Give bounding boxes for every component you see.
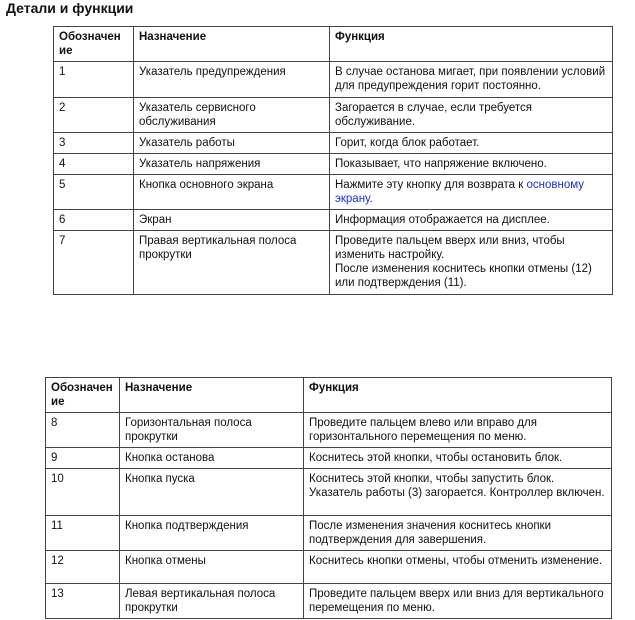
function-text: Нажмите эту кнопку для возврата к — [335, 179, 527, 191]
cell-function: В случае останова мигает, при появлении условий для предупреждения горит постоянно. — [330, 62, 613, 98]
table-row — [54, 231, 613, 295]
cell-designation: 1 — [54, 62, 134, 98]
table-row — [46, 584, 612, 619]
cell-designation: 8 — [46, 413, 120, 448]
cell-function: Информация отображается на дисплее. — [330, 210, 613, 231]
cell-designation: 6 — [54, 210, 134, 231]
cell-purpose: Указатель напряжения — [134, 154, 330, 175]
cell-function: Коснитесь этой кнопки, чтобы запустить блок. Указатель работы (3) загорается. Контроллер включен. — [304, 469, 612, 516]
table-row — [46, 413, 612, 448]
cell-function — [330, 175, 613, 210]
header-function: Функция — [330, 27, 613, 62]
cell-purpose: Правая вертикальная полоса прокрутки — [134, 231, 330, 295]
cell-designation: 13 — [46, 584, 120, 619]
cell-designation: 2 — [54, 98, 134, 133]
cell-purpose: Кнопка подтверждения — [120, 516, 304, 551]
header-purpose: Назначение — [120, 378, 304, 413]
cell-purpose: Указатель сервисного обслуживания — [134, 98, 330, 133]
cell-designation: 9 — [46, 448, 120, 469]
table-row — [54, 62, 613, 98]
cell-function: После изменения значения коснитесь кнопки подтверждения для завершения. — [304, 516, 612, 551]
table-row — [46, 469, 612, 516]
cell-purpose: Кнопка останова — [120, 448, 304, 469]
cell-purpose: Левая вертикальная полоса прокрутки — [120, 584, 304, 619]
cell-designation: 12 — [46, 551, 120, 584]
table-row — [54, 133, 613, 154]
header-designation: Обозначен ие — [46, 378, 120, 413]
function-text-end: . — [369, 193, 373, 205]
cell-function: Горит, когда блок работает. — [330, 133, 613, 154]
header-function: Функция — [304, 378, 612, 413]
cell-function — [330, 231, 613, 295]
parts-table-2 — [45, 377, 612, 619]
table-row — [46, 516, 612, 551]
function-line: После изменения коснитесь кнопки отмены (12) или подтверждения (11). — [335, 263, 592, 289]
cell-purpose: Экран — [134, 210, 330, 231]
table-header-row — [46, 378, 612, 413]
table-row — [46, 448, 612, 469]
cell-designation: 10 — [46, 469, 120, 516]
cell-purpose: Указатель работы — [134, 133, 330, 154]
header-designation: Обозначен ие — [54, 27, 134, 62]
cell-purpose: Кнопка основного экрана — [134, 175, 330, 210]
table-row — [54, 98, 613, 133]
cell-function: Коснитесь кнопки отмены, чтобы отменить изменение. — [304, 551, 612, 584]
table-header-row — [54, 27, 613, 62]
table-row — [46, 551, 612, 584]
cell-designation: 5 — [54, 175, 134, 210]
header-purpose: Назначение — [134, 27, 330, 62]
cell-function: Показывает, что напряжение включено. — [330, 154, 613, 175]
table-row — [54, 154, 613, 175]
cell-function: Коснитесь этой кнопки, чтобы остановить блок. — [304, 448, 612, 469]
cell-designation: 4 — [54, 154, 134, 175]
cell-designation: 7 — [54, 231, 134, 295]
cell-function: Проведите пальцем влево или вправо для горизонтального перемещения по меню. — [304, 413, 612, 448]
cell-function: Проведите пальцем вверх или вниз для вертикального перемещения по меню. — [304, 584, 612, 619]
main-screen-link[interactable]: основному экрану — [335, 179, 585, 205]
cell-purpose: Кнопка отмены — [120, 551, 304, 584]
cell-purpose: Указатель предупреждения — [134, 62, 330, 98]
parts-table-1 — [53, 26, 613, 295]
table-row — [54, 175, 613, 210]
page-title: Детали и функции — [6, 0, 134, 16]
cell-function: Загорается в случае, если требуется обслуживание. — [330, 98, 613, 133]
cell-purpose: Кнопка пуска — [120, 469, 304, 516]
cell-purpose: Горизонтальная полоса прокрутки — [120, 413, 304, 448]
cell-designation: 11 — [46, 516, 120, 551]
function-line: Проведите пальцем вверх или вниз, чтобы изменить настройку. — [335, 235, 565, 261]
table-row — [54, 210, 613, 231]
cell-designation: 3 — [54, 133, 134, 154]
